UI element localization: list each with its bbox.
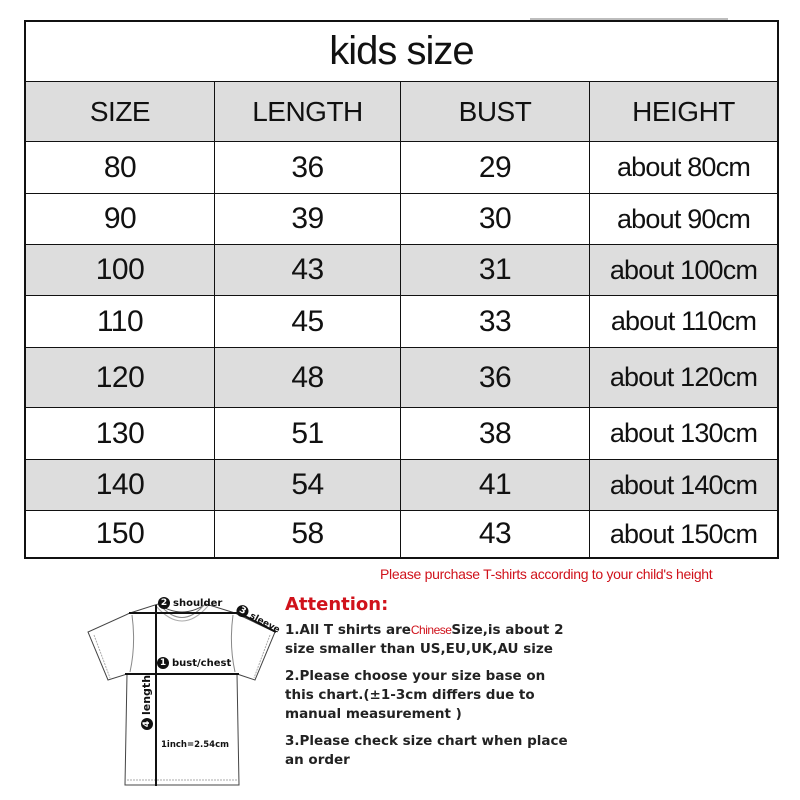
- cell-length: 54: [215, 460, 401, 510]
- length-label: 4length: [140, 675, 153, 730]
- attention-item-2: 2.Please choose your size base on this chart.(±1-3cm differs due to manual measurement ): [285, 668, 546, 722]
- attention-item-3: 3.Please check size chart when place an order: [285, 733, 568, 768]
- cell-height: about 150cm: [609, 518, 758, 549]
- table-row: [26, 408, 777, 460]
- cell-length: 48: [215, 348, 401, 407]
- cell-size: 130: [26, 408, 215, 459]
- cell-bust: 38: [401, 408, 590, 459]
- cell-height: about 90cm: [616, 203, 751, 234]
- cell-size: 110: [26, 296, 215, 347]
- number-1-icon: 1: [157, 657, 169, 669]
- cell-bust: 31: [401, 245, 590, 295]
- number-4-icon: 4: [141, 718, 153, 730]
- cell-height: about 100cm: [609, 254, 758, 285]
- cell-length: 36: [215, 142, 401, 193]
- sleeve-label: 3sleeve: [234, 603, 282, 636]
- cell-size: 90: [26, 194, 215, 244]
- table-header-row: [26, 82, 777, 142]
- cell-length: 51: [215, 408, 401, 459]
- cell-bust: 29: [401, 142, 590, 193]
- cell-bust: 36: [401, 348, 590, 407]
- bust-label: 1 bust/chest: [157, 657, 231, 669]
- cell-length: 58: [215, 511, 401, 557]
- column-header-size: SIZE: [26, 82, 215, 141]
- cell-bust: 43: [401, 511, 590, 557]
- cell-bust: 33: [401, 296, 590, 347]
- cell-length: 43: [215, 245, 401, 295]
- table-row: [26, 460, 777, 511]
- cell-size: 100: [26, 245, 215, 295]
- conversion-label: 1inch=2.54cm: [161, 740, 229, 750]
- tshirt-measurement-diagram: [80, 590, 290, 790]
- cell-size: 80: [26, 142, 215, 193]
- chinese-highlight: Chinese: [410, 623, 452, 637]
- column-header-bust: BUST: [401, 82, 590, 141]
- cell-height: about 120cm: [609, 362, 758, 392]
- table-row: [26, 348, 777, 408]
- cell-size: 140: [26, 460, 215, 510]
- cell-height: about 130cm: [609, 418, 758, 448]
- attention-title: Attention:: [285, 594, 389, 615]
- table-row: [26, 245, 777, 296]
- cell-height: about 140cm: [609, 469, 758, 500]
- table-row: [26, 511, 777, 557]
- number-2-icon: 2: [158, 597, 170, 609]
- number-3-icon: 3: [234, 603, 250, 619]
- size-chart-table: [24, 20, 779, 559]
- cell-height: about 80cm: [616, 152, 751, 182]
- cell-height: about 110cm: [610, 306, 757, 336]
- cell-length: 45: [215, 296, 401, 347]
- table-row: [26, 296, 777, 348]
- cell-size: 150: [26, 511, 215, 557]
- cell-bust: 41: [401, 460, 590, 510]
- attention-notes: [285, 594, 795, 778]
- shoulder-label: 2 shoulder: [158, 597, 222, 609]
- column-header-height: HEIGHT: [632, 95, 735, 127]
- cell-bust: 30: [401, 194, 590, 244]
- cell-size: 120: [26, 348, 215, 407]
- table-row: [26, 194, 777, 245]
- table-title: kids size: [26, 22, 777, 82]
- cell-length: 39: [215, 194, 401, 244]
- table-row: [26, 142, 777, 194]
- attention-item-1: 1.All T shirts areChineseSize,is about 2 size smaller than US,EU,UK,AU size: [285, 622, 564, 657]
- purchase-note: Please purchase T-shirts according to your child's height: [380, 566, 713, 582]
- column-header-length: LENGTH: [215, 82, 401, 141]
